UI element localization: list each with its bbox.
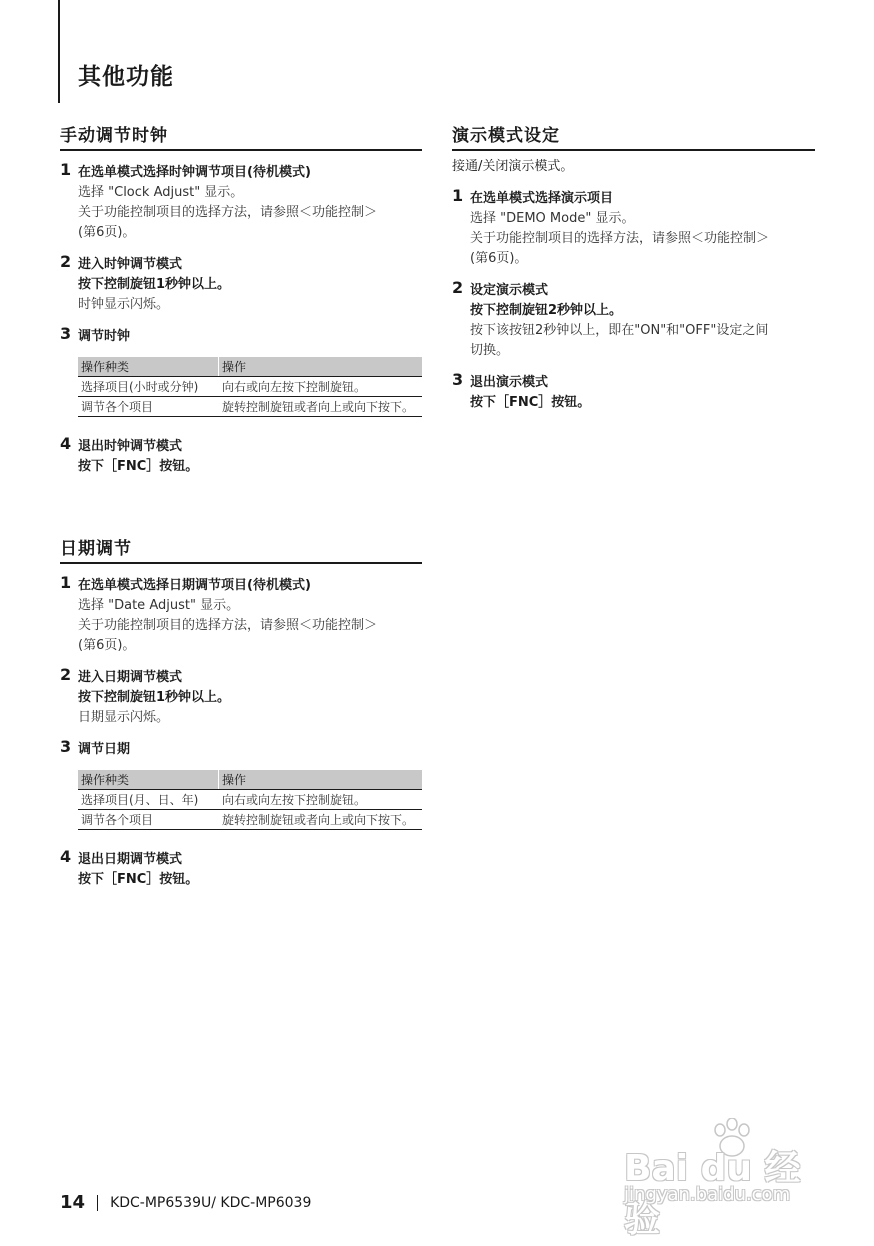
step-note: 关于功能控制项目的选择方法，请参照＜功能控制＞ xyxy=(78,618,378,633)
table-header-row xyxy=(78,357,422,377)
section-title-demo: 演示模式设定 xyxy=(452,118,815,151)
step-number: 2 xyxy=(60,252,72,271)
table-cell: 向右或向左按下控制旋钮。 xyxy=(219,377,423,397)
step-note: 切换。 xyxy=(470,343,510,358)
step-note: (第6页)。 xyxy=(78,225,136,240)
footer-divider xyxy=(97,1195,98,1211)
table-row xyxy=(78,810,422,830)
clock-step-2 xyxy=(60,252,422,315)
watermark-url: jingyan.baidu.com xyxy=(624,1184,791,1205)
step-instruction: 按下控制旋钮1秒钟以上。 xyxy=(78,690,231,705)
table-cell: 选择项目(月、日、年) xyxy=(78,790,219,810)
step-note: 选择 "DEMO Mode" 显示。 xyxy=(470,211,635,226)
right-column xyxy=(452,118,815,413)
page-title: 其他功能 xyxy=(78,64,174,90)
step-heading: 退出演示模式 xyxy=(470,375,549,390)
step-note: 日期显示闪烁。 xyxy=(78,710,170,725)
table-row xyxy=(78,790,422,810)
section-intro: 接通/关闭演示模式。 xyxy=(452,159,574,174)
model-number: KDC-MP6539U/ KDC-MP6039 xyxy=(110,1194,312,1211)
date-step-1 xyxy=(60,573,422,656)
date-step-3 xyxy=(60,737,422,760)
step-heading: 在选单模式选择时钟调节项目(待机模式) xyxy=(78,165,311,180)
demo-step-2 xyxy=(452,278,815,361)
baidu-watermark xyxy=(618,1118,828,1240)
step-note: (第6页)。 xyxy=(470,251,528,266)
table-header: 操作种类 xyxy=(78,770,219,790)
step-note: 按下该按钮2秒钟以上，即在"ON"和"OFF"设定之间 xyxy=(470,323,769,338)
step-instruction: 按下［FNC］按钮。 xyxy=(78,459,199,474)
page-number: 14 xyxy=(60,1192,86,1213)
table-cell: 旋转控制旋钮或者向上或向下按下。 xyxy=(219,810,423,830)
demo-step-1 xyxy=(452,186,815,269)
table-row xyxy=(78,397,422,417)
step-number: 4 xyxy=(60,847,72,866)
table-cell: 调节各个项目 xyxy=(78,397,219,417)
left-column xyxy=(60,118,422,890)
page-footer xyxy=(60,1192,311,1213)
step-heading: 在选单模式选择演示项目 xyxy=(470,191,614,206)
step-instruction: 按下［FNC］按钮。 xyxy=(470,395,591,410)
step-note: 选择 "Clock Adjust" 显示。 xyxy=(78,185,244,200)
table-row xyxy=(78,377,422,397)
clock-step-1 xyxy=(60,160,422,243)
table-cell: 旋转控制旋钮或者向上或向下按下。 xyxy=(219,397,423,417)
step-heading: 调节日期 xyxy=(78,742,131,757)
table-cell: 向右或向左按下控制旋钮。 xyxy=(219,790,423,810)
table-cell: 调节各个项目 xyxy=(78,810,219,830)
step-heading: 退出日期调节模式 xyxy=(78,852,183,867)
step-number: 1 xyxy=(60,573,72,592)
step-instruction: 按下［FNC］按钮。 xyxy=(78,872,199,887)
clock-step-3 xyxy=(60,324,422,347)
step-heading: 退出时钟调节模式 xyxy=(78,439,183,454)
step-note: 关于功能控制项目的选择方法，请参照＜功能控制＞ xyxy=(78,205,378,220)
step-instruction: 按下控制旋钮1秒钟以上。 xyxy=(78,277,231,292)
section-title-date: 日期调节 xyxy=(60,531,422,564)
step-number: 1 xyxy=(60,160,72,179)
table-header-row xyxy=(78,770,422,790)
table-header: 操作 xyxy=(219,770,423,790)
section-title-clock: 手动调节时钟 xyxy=(60,118,422,151)
step-instruction: 按下控制旋钮2秒钟以上。 xyxy=(470,303,623,318)
step-heading: 在选单模式选择日期调节项目(待机模式) xyxy=(78,578,311,593)
margin-rule xyxy=(58,0,60,103)
table-header: 操作 xyxy=(219,357,423,377)
date-operations-table xyxy=(78,770,422,830)
step-number: 3 xyxy=(60,324,72,343)
step-number: 2 xyxy=(452,278,464,297)
step-heading: 进入时钟调节模式 xyxy=(78,257,183,272)
step-note: (第6页)。 xyxy=(78,638,136,653)
step-heading: 设定演示模式 xyxy=(470,283,549,298)
step-number: 4 xyxy=(60,434,72,453)
step-note: 选择 "Date Adjust" 显示。 xyxy=(78,598,240,613)
date-step-2 xyxy=(60,665,422,728)
clock-operations-table xyxy=(78,357,422,417)
table-header: 操作种类 xyxy=(78,357,219,377)
step-number: 1 xyxy=(452,186,464,205)
clock-step-4 xyxy=(60,434,422,477)
step-number: 2 xyxy=(60,665,72,684)
step-note: 时钟显示闪烁。 xyxy=(78,297,170,312)
step-number: 3 xyxy=(452,370,464,389)
step-note: 关于功能控制项目的选择方法，请参照＜功能控制＞ xyxy=(470,231,770,246)
date-step-4 xyxy=(60,847,422,890)
step-number: 3 xyxy=(60,737,72,756)
step-heading: 调节时钟 xyxy=(78,329,131,344)
table-cell: 选择项目(小时或分钟) xyxy=(78,377,219,397)
step-heading: 进入日期调节模式 xyxy=(78,670,183,685)
demo-step-3 xyxy=(452,370,815,413)
watermark-brand: Bai du 经验 xyxy=(624,1148,801,1240)
